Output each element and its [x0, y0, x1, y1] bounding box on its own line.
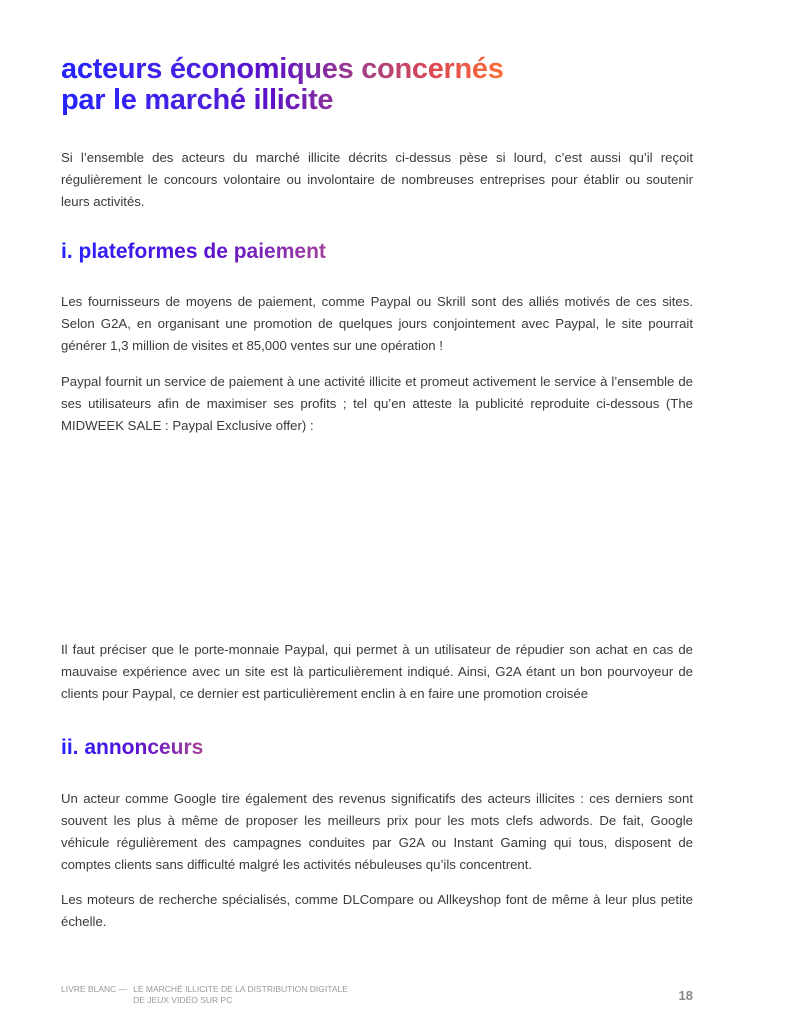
footer	[61, 984, 348, 1006]
page-title	[61, 54, 521, 116]
title-line-2: par le marché illicite	[61, 84, 334, 116]
footer-title-line-2: DE JEUX VIDÉO SUR PC	[133, 995, 233, 1005]
title-line-1: acteurs économiques concernés	[61, 53, 504, 85]
paragraph: Les fournisseurs de moyens de paiement, comme Paypal ou Skrill sont des alliés motivés de ces sites. Selon G2A, en organisant une promotion de quelques jours conjointement avec Paypal, le site pourrait générer 1,3 million de visites et 85,000 ventes sur une opération !	[61, 294, 693, 353]
section-heading-payment: i. plateformes de paiement	[61, 240, 351, 264]
intro-paragraph: Si l’ensemble des acteurs du marché illicite décrits ci-dessus pèse si lourd, c’est aussi qu’il reçoit régulièrement le concours volontaire ou involontaire de nombreuses entreprises pour établir ou soutenir leurs activités.	[61, 150, 693, 209]
footer-title-line-1: LE MARCHÉ ILLICITE DE LA DISTRIBUTION DIGITALE	[133, 984, 348, 994]
footer-label: LIVRE BLANC —	[61, 984, 128, 994]
section-heading-advertisers: ii. annonceurs	[61, 736, 211, 760]
page-number: 18	[678, 988, 693, 1003]
paragraph: Paypal fournit un service de paiement à une activité illicite et promeut activement le service à l’ensemble de ses utilisateurs afin de maximiser ses profits ; tel qu’en atteste la publicité reproduite ci-dessous (The MIDWEEK SALE : Paypal Exclusive offer) :	[61, 374, 693, 433]
paragraph: Il faut préciser que le porte-monnaie Paypal, qui permet à un utilisateur de répudier son achat en cas de mauvaise expérience avec un site est là particulièrement indiqué. Ainsi, G2A étant un bon pourvoyeur de clients pour Paypal, ce dernier est particulièrement enclin à en faire une promotion croisée	[61, 642, 693, 701]
paragraph: Les moteurs de recherche spécialisés, comme DLCompare ou Allkeyshop font de même à leur plus petite échelle.	[61, 892, 693, 929]
paragraph: Un acteur comme Google tire également des revenus significatifs des acteurs illicites : ces derniers sont souvent les plus à même de proposer les meilleurs prix pour les mots clefs adwords. De fait, Google véhicule régulièrement des campagnes conduites par G2A ou Instant Gaming qui tous, disposent de comptes clients sans difficulté malgré les activités nébuleuses qu’ils concentrent.	[61, 791, 693, 872]
